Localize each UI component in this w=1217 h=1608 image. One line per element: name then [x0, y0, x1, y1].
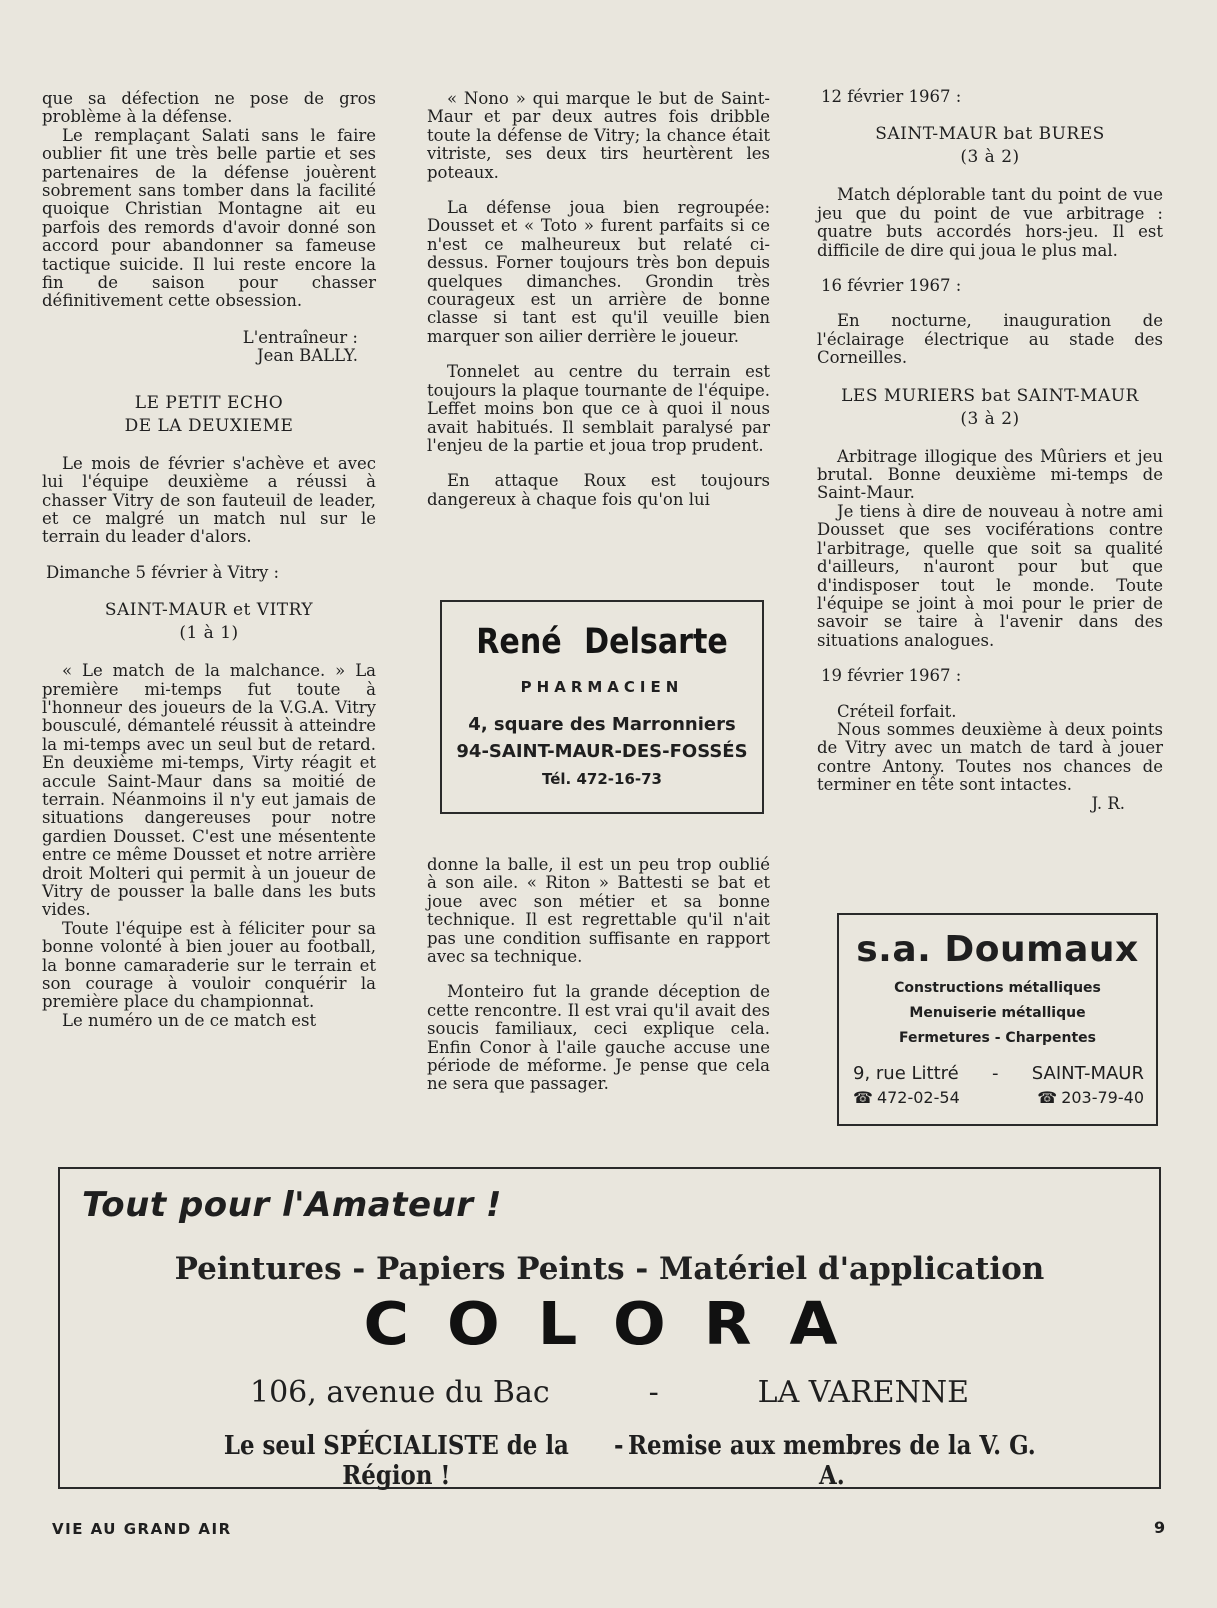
paragraph: Toute l'équipe est à féliciter pour sa bonne volonté à bien jouer au football, la bonne camaraderie sur le terrain et son courage à vouloir conquérir la première place du championnat.	[42, 918, 376, 1012]
match-title: SAINT-MAUR bat BURES	[875, 124, 1105, 145]
ad-colora	[58, 1167, 1161, 1489]
ad-doumaux-line: Fermetures - Charpentes	[898, 1030, 1097, 1046]
page-number: 9	[1154, 1518, 1166, 1537]
paragraph: En attaque Roux est toujours dangereux à chaque fois qu'on lui	[427, 471, 770, 509]
ad-doumaux-dash: -	[992, 1063, 999, 1084]
ad-doumaux-line: Menuiserie métallique	[909, 1005, 1086, 1021]
article-column-2	[427, 90, 770, 509]
ad-pharmacy-phone: Tél. 472-16-73	[542, 770, 662, 788]
match-score: (3 à 2)	[960, 408, 1020, 429]
article-column-1	[42, 90, 376, 1030]
ad-doumaux-name: s.a. Doumaux	[856, 929, 1139, 970]
ad-colora-products: Peintures - Papiers Peints - Matériel d'application	[174, 1251, 1045, 1287]
paragraph: Le mois de février s'achève et avec lui l'équipe deuxième a réussi à chasser Vitry de son fauteuil de leader, et ce malgré un match nul sur le terrain du leader d'alors.	[42, 453, 376, 547]
signature-name: Jean BALLY.	[257, 346, 358, 366]
ad-pharmacy-profession: PHARMACIEN	[520, 678, 684, 696]
paragraph: La défense joua bien regroupée: Dousset et « Toto » furent parfaits si ce n'est ce malheureux but relaté ci-dessus. Forner toujours très bon depuis quelques dimanches. Grondin très courageux est un arrière de bonne classe si tant est qu'il veuille bien marquer son ailier derrière le joueur.	[427, 198, 770, 346]
paragraph: que sa défection ne pose de gros problème à la défense.	[42, 89, 376, 127]
match-title: SAINT-MAUR et VITRY	[104, 600, 314, 621]
article-column-2-continued	[427, 856, 770, 1094]
match-score: (1 à 1)	[179, 623, 239, 644]
signature-role: L'entraîneur :	[242, 327, 358, 347]
signature: J. R.	[1091, 793, 1125, 813]
ad-doumaux-street: 9, rue Littré	[853, 1063, 959, 1084]
match-score: (3 à 2)	[960, 147, 1020, 168]
paragraph: Arbitrage illogique des Mûriers et jeu brutal. Bonne deuxième mi-temps de Saint-Maur.	[817, 446, 1163, 503]
ad-colora-dash: -	[614, 1431, 624, 1461]
ad-colora-city: LA VARENNE	[757, 1375, 969, 1410]
section-heading: DE LA DEUXIEME	[124, 415, 294, 436]
ad-doumaux-phone: 203-79-40	[1061, 1088, 1144, 1107]
ad-pharmacy-city: 94-SAINT-MAUR-DES-FOSSÉS	[456, 741, 748, 762]
ad-doumaux-line: Constructions métalliques	[894, 980, 1101, 996]
paragraph: Tonnelet au centre du terrain est toujours la plaque tournante de l'équipe. Leffet moins bon que ce à quoi il nous avait habitués. Il semblait paralysé par l'enjeu de la partie et joua trop prudent.	[427, 362, 770, 455]
ad-colora-slogan: Le seul SPÉCIALISTE de la Région !	[223, 1431, 569, 1491]
paragraph: donne la balle, il est un peu trop oublié à son aile. « Riton » Battesti se bat et joue avec son métier et sa bonne technique. Il est regrettable qu'il n'ait pas une condition suffisante en rapport avec sa technique.	[427, 855, 770, 967]
paragraph: Nous sommes deuxième à deux points de Vitry avec un match de tard à jouer contre Antony. Toutes nos chances de terminer en tête sont intactes.	[817, 719, 1163, 795]
ad-pharmacy-address: 4, square des Marronniers	[468, 714, 736, 735]
paragraph: En nocturne, inauguration de l'éclairage électrique au stade des Corneilles.	[817, 311, 1163, 368]
ad-pharmacy	[440, 600, 764, 814]
paragraph: « Nono » qui marque le but de Saint-Maur et par deux autres fois dribble toute la défense de Vitry; la chance était vitriste, ses deux tirs heurtèrent les poteaux.	[427, 89, 770, 182]
ad-colora-tagline: Tout pour l'Amateur !	[82, 1185, 502, 1225]
phone-icon: ☎	[1037, 1088, 1058, 1107]
paragraph: « Le match de la malchance. » La première mi-temps fut toute à l'honneur des joueurs de la V.G.A. Vitry bousculé, démantelé réussit à atteindre la mi-temps avec un seul but de retard. En deuxième mi-temps, Virty réagit et accule Saint-Maur dans sa moitié de terrain. Néanmoins il n'y eut jamais de situations dangereuses pour notre gardien Dousset. C'est une mésentente entre ce même Dousset et notre arrière droit Molteri qui permit à un joueur de Vitry de pousser la balle dans les buts vides.	[42, 661, 376, 920]
ad-colora-discount: Remise aux membres de la V. G. A.	[628, 1431, 1036, 1491]
ad-doumaux-city: SAINT-MAUR	[1031, 1063, 1144, 1084]
paragraph: Le numéro un de ce match est	[62, 1010, 317, 1030]
match-title: LES MURIERS bat SAINT-MAUR	[841, 385, 1139, 406]
phone-icon: ☎	[853, 1088, 873, 1107]
paragraph: Créteil forfait.	[837, 701, 957, 721]
article-column-3	[817, 88, 1163, 813]
match-date: 16 février 1967 :	[821, 276, 962, 296]
ad-colora-dash: -	[648, 1375, 659, 1410]
match-date: 12 février 1967 :	[821, 87, 962, 106]
ad-doumaux-phone: 472-02-54	[876, 1088, 960, 1107]
publication-name: VIE AU GRAND AIR	[52, 1520, 232, 1538]
paragraph: Monteiro fut la grande déception de cette rencontre. Il est vrai qu'il avait des soucis familiaux, ceci explique cela. Enfin Conor à l'aile gauche accuse une période de méforme. Je pense que cela ne sera que passager.	[427, 982, 770, 1094]
ad-pharmacy-name: René Delsarte	[476, 622, 728, 662]
paragraph: Le remplaçant Salati sans le faire oublier fit une très belle partie et ses partenaires de la défense jouèrent sobrement sans tomber dans la facilité quoique Christian Montagne ait eu parfois des remords d'avoir donné son accord pour abandonner sa fameuse tactique suicide. Il lui reste encore la fin de saison pour chasser définitivement cette obsession.	[42, 125, 376, 311]
ad-doumaux	[837, 913, 1158, 1126]
ad-colora-brand: COLORA	[363, 1288, 876, 1359]
paragraph: Match déplorable tant du point de vue jeu que du point de vue arbitrage : quatre buts accordés hors-jeu. Il est difficile de dire qui joua le plus mal.	[817, 185, 1163, 260]
match-date: 19 février 1967 :	[821, 666, 962, 686]
paragraph: Je tiens à dire de nouveau à notre ami Dousset que ses vociférations contre l'arbitrage, quelle que soit sa qualité d'ailleurs, n'auront pour but que d'indisposer tout le monde. Toute l'équipe se joint à moi pour le prier de savoir se taire à l'avenir dans des situations analogues.	[817, 501, 1163, 650]
ad-colora-street: 106, avenue du Bac	[250, 1375, 550, 1410]
section-heading: LE PETIT ECHO	[134, 392, 284, 413]
match-date: Dimanche 5 février à Vitry :	[46, 562, 280, 582]
